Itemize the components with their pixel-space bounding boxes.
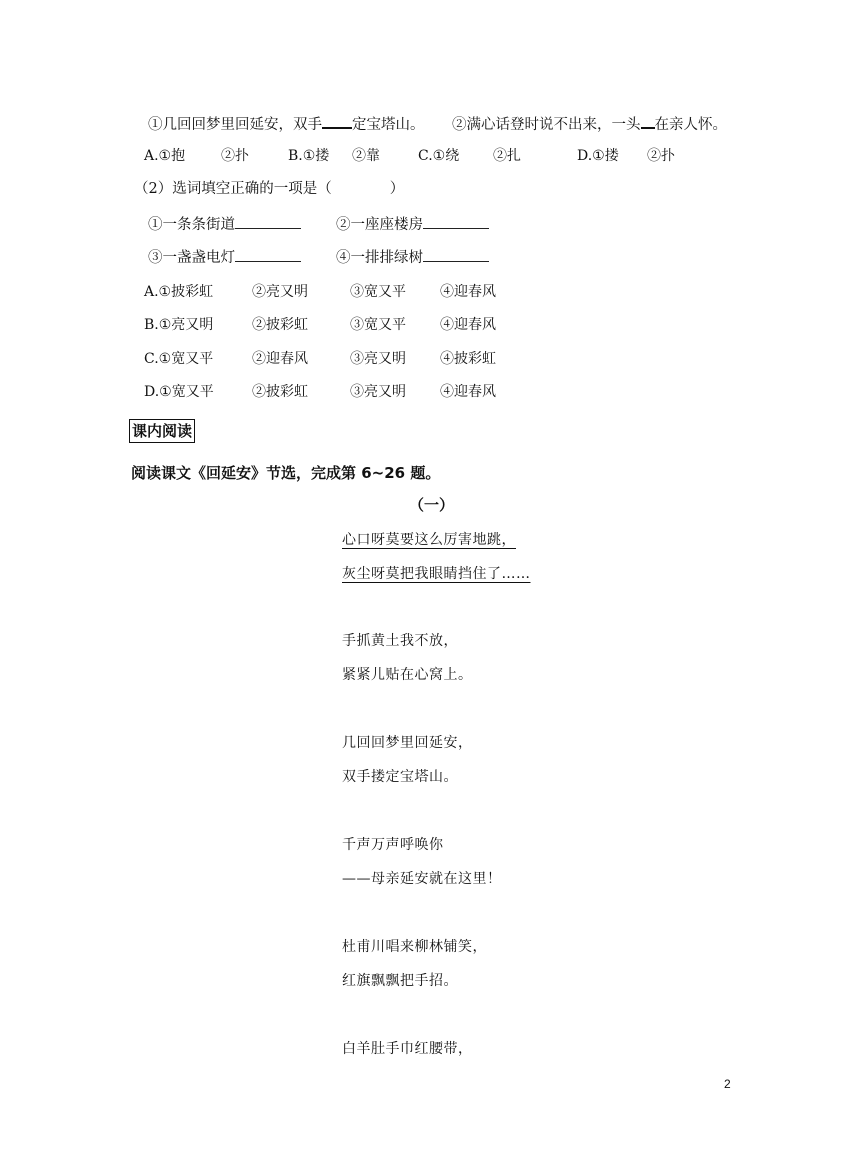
poem-line-11: 白羊肚手巾红腰带，	[342, 1041, 473, 1057]
q2-blank-4	[423, 247, 489, 262]
q2-option-a-2: ②亮又明	[252, 284, 308, 300]
poem-line-7: 千声万声呼唤你	[342, 837, 444, 853]
q2-phrase-3-text: ③一盏盏电灯	[148, 250, 235, 266]
part-heading: （一）	[409, 496, 455, 514]
q1-option-c-2: ②扎	[493, 148, 521, 164]
q2-option-a-4: ④迎春风	[440, 284, 496, 300]
q1-option-b: B.①搂	[288, 148, 330, 164]
q2-phrase-3	[148, 247, 301, 268]
q1-item2-blank	[641, 113, 655, 129]
q2-phrase-4	[336, 247, 489, 268]
section-title: 课内阅读	[129, 419, 195, 443]
q2-option-c-3: ③亮又明	[350, 351, 406, 367]
q2-blank-1	[235, 214, 301, 229]
q2-option-d-1: D.①宽又平	[144, 384, 214, 400]
q1-option-a: A.①抱	[144, 148, 186, 164]
q2-phrase-1	[148, 214, 301, 235]
poem-line-5: 几回回梦里回延安，	[342, 735, 473, 751]
q2-option-d-4: ④迎春风	[440, 384, 496, 400]
poem-line-1: 心口呀莫要这么厉害地跳，	[342, 532, 516, 548]
q2-option-b-3: ③宽又平	[350, 317, 406, 333]
q2-phrase-2-text: ②一座座楼房	[336, 217, 423, 233]
q2-option-b-2: ②披彩虹	[252, 317, 308, 333]
q1-item2-suffix: 在亲人怀。	[654, 117, 727, 133]
q1-option-a-2: ②扑	[221, 148, 249, 164]
q2-option-c-4: ④披彩虹	[440, 351, 496, 367]
q1-option-c: C.①绕	[418, 148, 460, 164]
q2-option-b-1: B.①亮又明	[144, 317, 214, 333]
q2-option-c-1: C.①宽又平	[144, 351, 214, 367]
q2-option-a-1: A.①披彩虹	[144, 284, 214, 300]
q2-phrase-2	[336, 214, 489, 235]
q2-blank-3	[235, 247, 301, 262]
q2-stem: （2）选词填空正确的一项是（ ）	[134, 181, 405, 197]
q1-item2-prefix: ②满心话登时说不出来，一头	[452, 117, 641, 133]
q1-item1-prefix: ①几回回梦里回延安，双手	[148, 117, 322, 133]
q1-item1-blank	[322, 113, 352, 129]
page-number: 2	[724, 1077, 731, 1091]
q2-option-c-2: ②迎春风	[252, 351, 308, 367]
q1-items-line	[148, 113, 425, 135]
poem-line-2: 灰尘呀莫把我眼睛挡住了……	[342, 566, 531, 582]
q1-item2-line	[452, 113, 727, 135]
q2-option-a-3: ③宽又平	[350, 284, 406, 300]
q1-option-b-2: ②靠	[352, 148, 380, 164]
q1-option-d-2: ②扑	[647, 148, 675, 164]
q2-option-d-2: ②披彩虹	[252, 384, 308, 400]
poem-line-9: 杜甫川唱来柳林铺笑，	[342, 939, 487, 955]
q2-blank-2	[423, 214, 489, 229]
reading-instruction: 阅读课文《回延安》节选，完成第 6~26 题。	[131, 464, 441, 482]
q2-option-b-4: ④迎春风	[440, 317, 496, 333]
poem-line-3: 手抓黄土我不放，	[342, 633, 458, 649]
q2-phrase-4-text: ④一排排绿树	[336, 250, 423, 266]
q1-item1-suffix: 定宝塔山。	[352, 117, 425, 133]
poem-line-10: 红旗飘飘把手招。	[342, 973, 458, 989]
poem-line-6: 双手搂定宝塔山。	[342, 769, 458, 785]
poem-line-4: 紧紧儿贴在心窝上。	[342, 667, 473, 683]
q1-option-d: D.①搂	[577, 148, 619, 164]
poem-line-8: ——母亲延安就在这里！	[342, 871, 502, 887]
q2-option-d-3: ③亮又明	[350, 384, 406, 400]
q2-phrase-1-text: ①一条条街道	[148, 217, 235, 233]
